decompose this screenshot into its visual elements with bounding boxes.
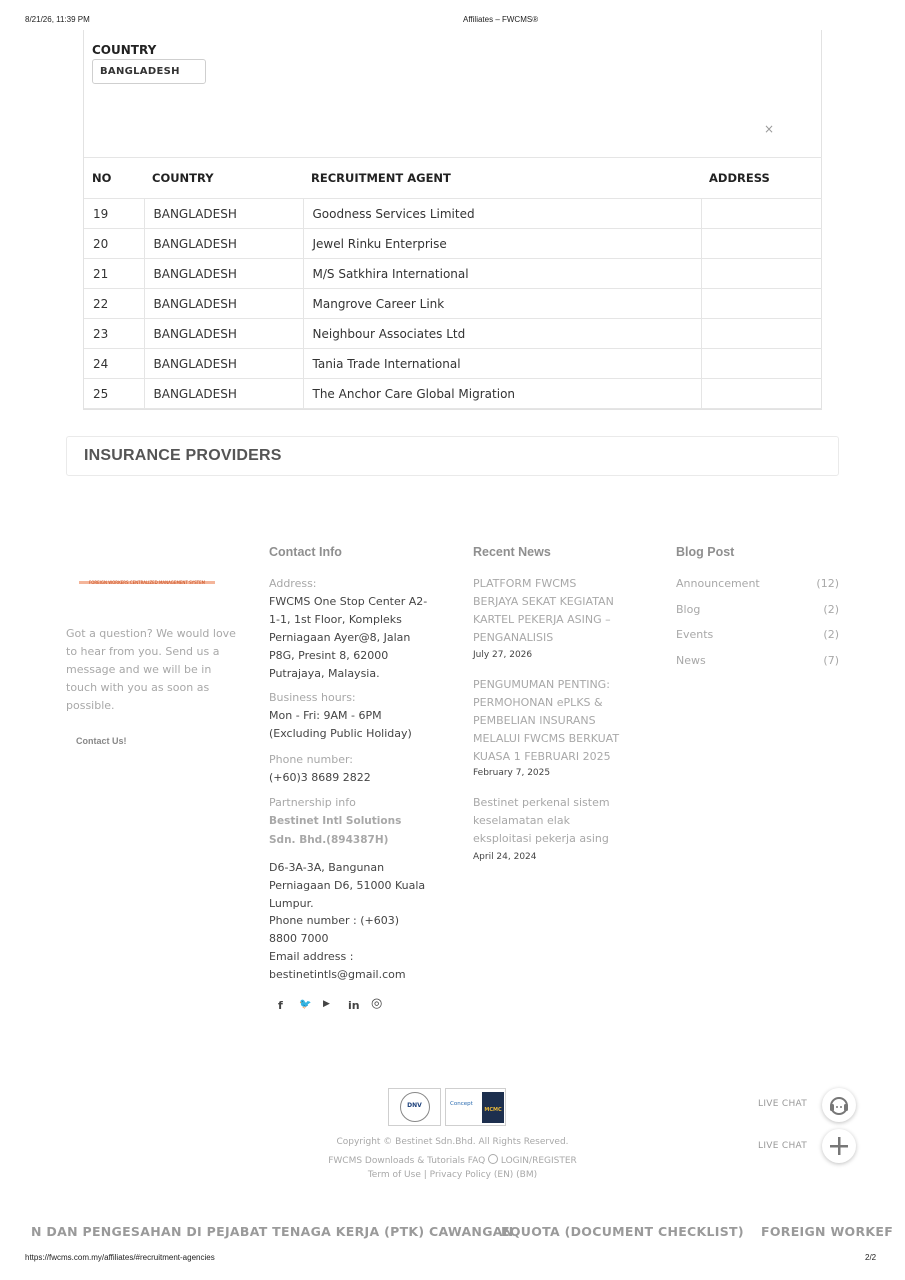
table-row	[84, 379, 822, 409]
cell-no: 24	[84, 349, 144, 379]
mcmc-logo-text: MCMC	[484, 1107, 502, 1113]
dnv-logo-text: DNV	[407, 1102, 422, 1109]
cell-agent: Tania Trade International	[303, 349, 701, 379]
news-item-date: July 27, 2026	[473, 650, 533, 660]
blog-category-blog[interactable]	[676, 603, 839, 616]
country-filter-input[interactable]: BANGLADESH	[92, 59, 206, 84]
cell-address	[701, 229, 822, 259]
downloads-tutorials-link[interactable]: FWCMS Downloads & Tutorials	[328, 1156, 465, 1166]
cell-no: 23	[84, 319, 144, 349]
cell-address	[701, 199, 822, 229]
table-row	[84, 349, 822, 379]
business-hours-value: Mon - Fri: 9AM - 6PM (Excluding Public Holiday)	[269, 709, 412, 740]
separator: |	[423, 1170, 427, 1180]
terms-of-use-link[interactable]: Term of Use	[367, 1170, 421, 1180]
concept-logo-text: Concept	[450, 1101, 473, 1107]
blog-category-label: Announcement	[676, 577, 760, 590]
blog-category-count: (7)	[823, 654, 839, 667]
business-hours-label: Business hours:	[269, 691, 356, 704]
cell-no: 21	[84, 259, 144, 289]
marquee-item[interactable]: FOREIGN WORKEF	[761, 1224, 894, 1239]
print-datetime: 8/21/26, 11:39 PM	[25, 15, 90, 24]
linkedin-icon[interactable]: in	[348, 999, 360, 1012]
partner-name: Bestinet Intl Solutions Sdn. Bhd.(894387H)	[269, 815, 402, 846]
blog-category-count: (2)	[823, 603, 839, 616]
blog-category-count: (12)	[816, 577, 839, 590]
recruitment-agents-panel	[83, 30, 822, 410]
privacy-policy-link[interactable]: Privacy Policy (EN) (BM)	[429, 1170, 538, 1180]
footer-legal-row	[250, 1170, 655, 1180]
cell-address	[701, 349, 822, 379]
partner-email: bestinetintls@gmail.com	[269, 968, 406, 981]
table-header-row	[84, 158, 822, 199]
cell-agent: Neighbour Associates Ltd	[303, 319, 701, 349]
plus-icon	[822, 1129, 856, 1163]
live-chat-headset-button[interactable]	[822, 1088, 856, 1122]
table-row	[84, 289, 822, 319]
blog-category-events[interactable]	[676, 628, 839, 641]
print-page-number: 2/2	[865, 1253, 877, 1262]
login-register-link[interactable]: LOGIN/REGISTER	[500, 1156, 577, 1166]
table-row	[84, 199, 822, 229]
cell-agent: Mangrove Career Link	[303, 289, 701, 319]
live-chat-label[interactable]: LIVE CHAT	[758, 1099, 808, 1109]
cell-agent: Goodness Services Limited	[303, 199, 701, 229]
insurance-providers-section[interactable]	[66, 436, 839, 476]
cell-country: BANGLADESH	[144, 319, 303, 349]
blog-post-title: Blog Post	[676, 545, 735, 559]
contact-us-link[interactable]: Contact Us!	[76, 736, 127, 746]
dnv-certification-badge	[388, 1088, 441, 1126]
headset-icon	[822, 1088, 856, 1122]
youtube-icon[interactable]: ▶	[323, 999, 330, 1009]
column-header-no: NO	[84, 158, 144, 199]
logo-text: FOREIGN WORKERS CENTRALIZED MANAGEMENT SYSTEM	[88, 580, 206, 585]
recruitment-agents-table	[84, 157, 822, 409]
news-item-title[interactable]: PENGUMUMAN PENTING: PERMOHONAN ePLKS & PEMBELIAN INSURANS MELALUI FWCMS BERKUAT KUASA 1 FEBRUARI 2025	[473, 678, 620, 763]
cell-address	[701, 289, 822, 319]
cell-agent: M/S Satkhira International	[303, 259, 701, 289]
contact-info-title: Contact Info	[269, 545, 342, 559]
cell-address	[701, 319, 822, 349]
cell-no: 19	[84, 199, 144, 229]
blog-category-label: News	[676, 654, 706, 667]
blog-category-news[interactable]	[676, 654, 839, 667]
table-row	[84, 229, 822, 259]
cell-no: 25	[84, 379, 144, 409]
cell-no: 22	[84, 289, 144, 319]
partner-address: D6-3A-3A, Bangunan Perniagaan D6, 51000 Kuala Lumpur.	[269, 861, 426, 910]
faq-link[interactable]: FAQ	[467, 1156, 486, 1166]
user-circle-icon	[488, 1154, 498, 1164]
news-item-title[interactable]: Bestinet perkenal sistem keselamatan elak eksploitasi pekerja asing	[473, 796, 610, 845]
footer-links-row	[250, 1154, 655, 1166]
cell-address	[701, 259, 822, 289]
column-header-country: COUNTRY	[144, 158, 303, 199]
cell-country: BANGLADESH	[144, 229, 303, 259]
column-header-recruitment-agent: RECRUITMENT AGENT	[303, 158, 701, 199]
table-row	[84, 319, 822, 349]
address-value: FWCMS One Stop Center A2-1-1, 1st Floor, Kompleks Perniagaan Ayer@8, Jalan P8G, Presint 8, 62000 Putrajaya, Malaysia.	[269, 595, 428, 680]
address-label: Address:	[269, 577, 317, 590]
country-filter-label: COUNTRY	[92, 43, 157, 57]
news-item-date: February 7, 2025	[473, 768, 551, 778]
copyright-text: Copyright © Bestinet Sdn.Bhd. All Rights Reserved.	[336, 1137, 569, 1147]
cell-country: BANGLADESH	[144, 199, 303, 229]
print-url: https://fwcms.com.my/affiliates/#recruitment-agencies	[25, 1253, 215, 1262]
cell-no: 20	[84, 229, 144, 259]
table-row	[84, 259, 822, 289]
fwcms-logo	[79, 581, 215, 595]
cell-agent: The Anchor Care Global Migration	[303, 379, 701, 409]
cell-country: BANGLADESH	[144, 379, 303, 409]
marquee-item[interactable]: N DAN PENGESAHAN DI PEJABAT TENAGA KERJA (PTK) CAWANGAN	[31, 1224, 514, 1239]
twitter-icon[interactable]: 🐦	[299, 999, 312, 1010]
cell-address	[701, 379, 822, 409]
cell-country: BANGLADESH	[144, 289, 303, 319]
blog-category-count: (2)	[823, 628, 839, 641]
cell-country: BANGLADESH	[144, 349, 303, 379]
news-item-title[interactable]: PLATFORM FWCMS BERJAYA SEKAT KEGIATAN KARTEL PEKERJA ASING – PENGANALISIS	[473, 577, 614, 644]
partner-email-label: Email address :	[269, 950, 354, 963]
facebook-icon[interactable]: f	[278, 999, 283, 1012]
instagram-icon[interactable]: ◎	[371, 996, 383, 1011]
phone-label: Phone number:	[269, 753, 354, 766]
print-page-title: Affiliates – FWCMS®	[463, 15, 539, 24]
phone-value: (+60)3 8689 2822	[269, 771, 371, 784]
blog-category-label: Events	[676, 628, 714, 641]
blog-category-label: Blog	[676, 603, 701, 616]
blog-category-announcement[interactable]	[676, 577, 839, 590]
concept-mcmc-badge	[445, 1088, 506, 1126]
news-item-date: April 24, 2024	[473, 852, 537, 862]
partnership-label: Partnership info	[269, 796, 356, 809]
recent-news-title: Recent News	[473, 545, 551, 559]
live-chat-label[interactable]: LIVE CHAT	[758, 1141, 808, 1151]
cell-country: BANGLADESH	[144, 259, 303, 289]
column-header-address: ADDRESS	[701, 158, 822, 199]
cell-agent: Jewel Rinku Enterprise	[303, 229, 701, 259]
live-chat-expand-button[interactable]	[822, 1129, 856, 1163]
partner-phone: Phone number : (+603) 8800 7000	[269, 914, 399, 945]
about-text: Got a question? We would love to hear from you. Send us a message and we will be in touch with you as soon as possible.	[66, 627, 236, 712]
insurance-providers-title: INSURANCE PROVIDERS	[84, 447, 282, 464]
marquee-item[interactable]: EQUOTA (DOCUMENT CHECKLIST)	[501, 1224, 744, 1239]
close-icon[interactable]: ×	[764, 122, 775, 136]
